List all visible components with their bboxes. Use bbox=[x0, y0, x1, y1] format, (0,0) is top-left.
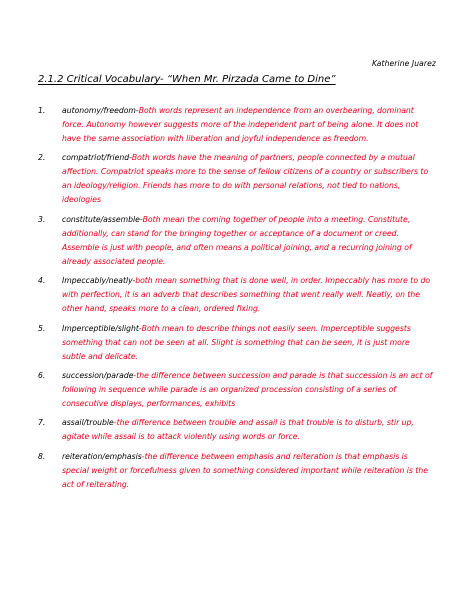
item-number: 1. bbox=[38, 106, 46, 115]
vocab-item-2 bbox=[38, 151, 434, 207]
vocab-definition: -the difference between trouble and assail is that trouble is to disturb, stir up, agitate while assail is to attack violently using words or force. bbox=[62, 418, 414, 442]
vocab-item-3 bbox=[38, 213, 434, 269]
vocab-definition: -the difference between emphasis and reiteration is that emphasis is special weight or forcefulness given to something considered important while reiteration is the act of reiterating. bbox=[62, 451, 428, 489]
vocab-term: Impeccably/neatly- bbox=[62, 276, 136, 286]
vocab-definition: -the difference between succession and parade is that succession is an act of following in sequence while parade is an organized procession consisting of a series of consecutive displays, performances, exhibits bbox=[62, 370, 433, 408]
vocab-term: compatriot/friend- bbox=[62, 153, 132, 163]
item-number: 8. bbox=[38, 451, 46, 461]
vocab-item-8 bbox=[38, 450, 434, 492]
item-number: 6. bbox=[38, 370, 46, 380]
vocab-item-6 bbox=[38, 369, 434, 411]
vocab-term: Imperceptible/slight- bbox=[62, 323, 142, 333]
vocab-definition: Both mean the coming together of people into a meeting. Constitute, additionally, can stand for the bringing together or acceptance of a document or creed. Assemble is just with people, and often means a political joining, and a recurring joining of already associated people. bbox=[62, 214, 412, 266]
item-number: 5. bbox=[38, 323, 46, 333]
vocab-term: autonomy/freedom- bbox=[62, 106, 139, 115]
vocab-term: assail/trouble bbox=[62, 418, 114, 428]
vocab-definition: Both words have the meaning of partners, people connected by a mutual affection. Compatriot speaks more to the sense of fellow citizens of a country or subscribers to an ideology/religion. Friends has more to do with personal relations, not tied to nations, ideologies bbox=[62, 153, 429, 205]
vocab-item-5 bbox=[38, 322, 434, 364]
vocab-term: reiteration/emphasis bbox=[62, 451, 142, 461]
author-name: Katherine Juarez bbox=[371, 59, 436, 68]
vocab-item-1 bbox=[38, 104, 434, 146]
vocab-term: constitute/assemble- bbox=[62, 214, 143, 224]
vocab-definition: Both mean to describe things not easily seen. Imperceptible suggests something that can not be seen at all. Slight is something that can be seen, it is just more subtle and delicate. bbox=[62, 323, 411, 361]
item-number: 7. bbox=[38, 418, 46, 428]
vocab-term: succession/parade bbox=[62, 370, 134, 380]
document-title: 2.1.2 Critical Vocabulary- “When Mr. Pirzada Came to Dine” bbox=[38, 74, 336, 85]
item-number: 2. bbox=[38, 153, 46, 163]
vocabulary-list bbox=[38, 104, 434, 497]
vocab-definition: both mean something that is done well, in order. Impeccably has more to do with perfection, it is an adverb that describes something that went really well. Neatly, on the other hand, speaks more to a clean, ordered fixing. bbox=[62, 276, 431, 314]
vocab-item-7 bbox=[38, 416, 434, 444]
item-number: 3. bbox=[38, 214, 46, 224]
item-number: 4. bbox=[38, 276, 46, 286]
vocab-item-4 bbox=[38, 274, 434, 316]
vocab-definition: Both words represent an independence from an overbearing, dominant force. Autonomy however suggests more of the independent part of being alone. It does not have the same association with liberation and joyful independence as freedom. bbox=[62, 106, 419, 143]
